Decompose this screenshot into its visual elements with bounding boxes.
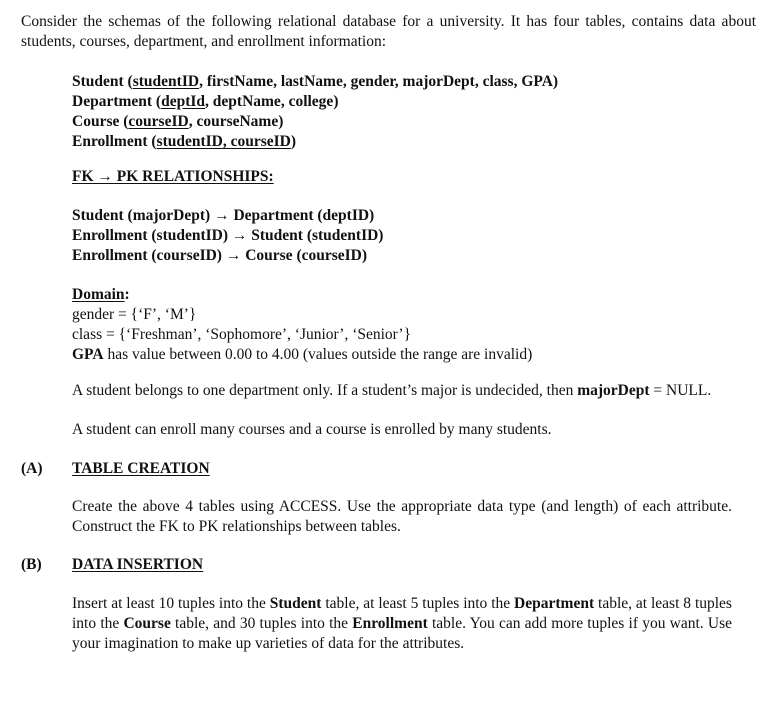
domain-gender: gender = {‘F’, ‘M’} xyxy=(72,306,197,323)
section-b-title: DATA INSERTION xyxy=(72,556,204,573)
schema-course: Course (courseID, courseName) xyxy=(72,113,284,130)
section-a-label: (A) xyxy=(21,460,43,477)
fk-heading: FK → PK RELATIONSHIPS: xyxy=(72,168,274,185)
domain-class: class = {‘Freshman’, ‘Sophomore’, ‘Junior’, ‘Senior’} xyxy=(72,326,412,343)
domain-gpa: GPA has value between 0.00 to 4.00 (values outside the range are invalid) xyxy=(72,346,533,363)
schema-enrollment: Enrollment (studentID, courseID) xyxy=(72,133,297,150)
intro-paragraph: Consider the schemas of the following relational database for a university. It has four tables, contains data about students, courses, department, and enrollment information: xyxy=(21,13,756,50)
relationship-item: Enrollment (studentID) → Student (studentID) xyxy=(72,227,384,244)
domain-block xyxy=(72,285,732,365)
notes-paragraph-2: A student can enroll many courses and a course is enrolled by many students. xyxy=(72,421,552,438)
domain-heading: Domain: xyxy=(72,286,130,303)
section-a-body: Create the above 4 tables using ACCESS. Use the appropriate data type (and length) of each attribute. Construct the FK to PK relationships between tables. xyxy=(72,498,732,535)
relationship-item: Student (majorDept) → Department (deptID) xyxy=(72,207,375,224)
schema-student: Student (studentID, firstName, lastName, gender, majorDept, class, GPA) xyxy=(72,73,559,90)
relationship-item: Enrollment (courseID) → Course (courseID) xyxy=(72,247,368,264)
section-a-title: TABLE CREATION xyxy=(72,460,210,477)
relationship-list xyxy=(72,206,732,266)
schema-department: Department (deptId, deptName, college) xyxy=(72,93,339,110)
notes-paragraph-1: A student belongs to one department only. If a student’s major is undecided, then majorDept = NULL. xyxy=(72,382,712,399)
schema-list xyxy=(72,72,732,152)
section-b-body: Insert at least 10 tuples into the Student table, at least 5 tuples into the Department table, at least 8 tuples into the Course table, and 30 tuples into the Enrollment table. You can add more tuples if you want. Use your imagination to make up varieties of data for the attributes. xyxy=(72,595,732,652)
section-b-label: (B) xyxy=(21,556,42,573)
